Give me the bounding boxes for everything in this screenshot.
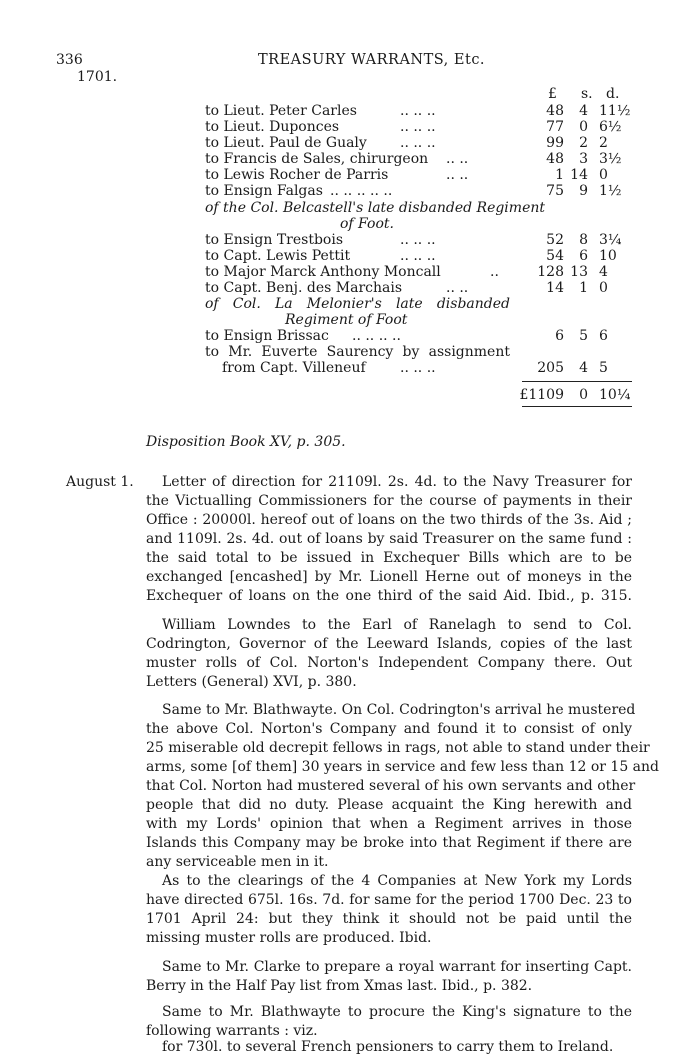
entry-name: to Lieut. Paul de Gualy [205, 135, 367, 151]
paragraph-line: Same to Mr. Blathwayte to procure the King's signature to the [162, 1004, 632, 1020]
pounds-column-heading: £ [548, 86, 557, 102]
entry-name-cont: from Capt. Villeneuf [222, 360, 366, 376]
paragraph-line: for 730l. to several French pensioners to carry them to Ireland. [162, 1039, 614, 1055]
paragraph-line: William Lowndes to the Earl of Ranelagh to send to Col. [162, 617, 632, 633]
entry-dots: .. .. [446, 167, 469, 183]
regiment-heading-cont: of Foot. [340, 216, 394, 232]
entry-pence: 3¼ [599, 232, 622, 248]
year-marker: 1701. [77, 69, 118, 85]
entry-pounds: 1 [555, 167, 564, 183]
entry-name: to Lieut. Peter Carles [205, 103, 357, 119]
paragraph [146, 616, 632, 692]
entry-pence: 11½ [599, 103, 631, 119]
paragraph-line: have directed 675l. 16s. 7d. for same for the period 1700 Dec. 23 to [146, 892, 632, 908]
paragraph [146, 958, 632, 996]
entry-pounds: 54 [546, 248, 564, 264]
entry-dots: .. .. .. .. [352, 328, 401, 344]
paragraph-line: that Col. Norton had mustered several of his own servants and other [146, 778, 636, 794]
entry-shillings: 14 [570, 167, 588, 183]
entry-pence: 2 [599, 135, 608, 151]
entry-dots: .. .. .. [400, 103, 436, 119]
regiment-heading-cont: Regiment of Foot [285, 312, 408, 328]
paragraph-line: people that did no duty. Please acquaint the King herewith and [146, 797, 632, 813]
entry-shillings: 0 [579, 119, 588, 135]
paragraph-line: As to the clearings of the 4 Companies at New York my Lords [162, 873, 632, 889]
entry-pounds: 48 [546, 103, 564, 119]
entry-shillings: 4 [579, 103, 588, 119]
entry-name: to Major Marck Anthony Moncall [205, 264, 441, 280]
entry-pounds: 77 [546, 119, 564, 135]
paragraph-line: Islands this Company may be broke into that Regiment if there are [146, 835, 632, 851]
entry-shillings: 2 [579, 135, 588, 151]
entry-dots: .. .. .. [400, 135, 436, 151]
total-shillings: 0 [579, 387, 588, 403]
disposition-reference: Disposition Book XV, p. 305. [146, 434, 346, 450]
entry-dots: .. .. [446, 280, 469, 296]
entry-name: to Ensign Trestbois [205, 232, 344, 248]
paragraph-line: arms, some [of them] 30 years in service and few less than 12 or 15 and [146, 759, 660, 775]
paragraph-line: Codrington, Governor of the Leeward Islands, copies of the last [146, 636, 632, 652]
entry-date: August 1. [66, 474, 134, 490]
total-rule-bottom [522, 406, 632, 407]
paragraph-line: following warrants : viz. [146, 1023, 318, 1039]
entry-shillings: 13 [570, 264, 588, 280]
entry-pence: 3½ [599, 151, 622, 167]
entry-pounds: 6 [555, 328, 564, 344]
entry-dots: .. .. .. [400, 360, 436, 376]
entry-pence: 5 [599, 360, 608, 376]
entry-pounds: 52 [546, 232, 564, 248]
entry-name: to Ensign Falgas [205, 183, 323, 199]
paragraph [146, 1003, 632, 1041]
entry-row [0, 360, 674, 378]
paragraph [146, 1038, 632, 1057]
entry-dots: .. [490, 264, 499, 280]
entry-pounds: 48 [546, 151, 564, 167]
entry-pounds: 14 [546, 280, 564, 296]
paragraph-line: the above Col. Norton's Company and found it to consist of only [146, 721, 632, 737]
paragraph-line: the said total to be issued in Exchequer Bills which are to be [146, 550, 632, 566]
entry-pence: 0 [599, 280, 608, 296]
pence-column-heading: d. [606, 86, 620, 102]
entry-pounds: 99 [546, 135, 564, 151]
entry-name: to Lieut. Duponces [205, 119, 340, 135]
entry-name: to Capt. Lewis Pettit [205, 248, 351, 264]
entry-name: to Ensign Brissac [205, 328, 329, 344]
page-number: 336 [56, 52, 83, 68]
entry-dots: .. .. .. .. .. [330, 183, 393, 199]
entry-pounds: 128 [537, 264, 564, 280]
entry-name: to Lewis Rocher de Parris [205, 167, 389, 183]
total-pence: 10¼ [599, 387, 631, 403]
paragraph [146, 872, 632, 948]
entry-dots: .. .. [446, 151, 469, 167]
paragraph-line: the Victualling Commissioners for the course of payments in their [146, 493, 632, 509]
shillings-column-heading: s. [581, 86, 593, 102]
regiment-heading: of the Col. Belcastell's late disbanded Regiment [205, 200, 545, 216]
entry-dots: .. .. .. [400, 232, 436, 248]
entry-shillings: 5 [579, 328, 588, 344]
running-title: TREASURY WARRANTS, Etc. [258, 52, 486, 68]
paragraph-line: Office : 20000l. hereof out of loans on the two thirds of the 3s. Aid ; [146, 512, 632, 528]
paragraph-line: 1701 April 24: but they think it should not be paid until the [146, 911, 632, 927]
paragraph-line: Letter of direction for 21109l. 2s. 4d. to the Navy Treasurer for [162, 474, 632, 490]
entry-pence: 1½ [599, 183, 622, 199]
entry-pence: 6½ [599, 119, 622, 135]
paragraph-line: Exchequer of loans on the one third of the said Aid. Ibid., p. 315. [146, 588, 632, 604]
entry-shillings: 6 [579, 248, 588, 264]
total-pounds: £1109 [519, 387, 564, 403]
paragraph-line: Same to Mr. Clarke to prepare a royal warrant for inserting Capt. [162, 959, 632, 975]
paragraph-line: Letters (General) XVI, p. 380. [146, 674, 357, 690]
entry-dots: .. .. .. [400, 248, 436, 264]
paragraph-line: muster rolls of Col. Norton's Independent Company there. Out [146, 655, 632, 671]
total-row [0, 387, 674, 405]
entry-pence: 0 [599, 167, 608, 183]
total-rule-top [522, 381, 632, 382]
entry-shillings: 1 [579, 280, 588, 296]
entry-shillings: 8 [579, 232, 588, 248]
paragraph-line: Berry in the Half Pay list from Xmas last. Ibid., p. 382. [146, 978, 533, 994]
entry-shillings: 3 [579, 151, 588, 167]
paragraph [146, 701, 660, 872]
paragraph-line: any serviceable men in it. [146, 854, 329, 870]
entry-dots: .. .. .. [400, 119, 436, 135]
entry-pence: 4 [599, 264, 608, 280]
entry-shillings: 9 [579, 183, 588, 199]
entry-pounds: 75 [546, 183, 564, 199]
regiment-heading: of Col. La Melonier's late disbanded [205, 296, 510, 312]
entry-shillings: 4 [579, 360, 588, 376]
paragraph [146, 473, 632, 606]
paragraph-line: 25 miserable old decrepit fellows in rags, not able to stand under their [146, 740, 650, 756]
paragraph-line: and 1109l. 2s. 4d. out of loans by said Treasurer on the same fund : [146, 531, 632, 547]
entry-row [0, 183, 674, 201]
entry-name: to Capt. Benj. des Marchais [205, 280, 403, 296]
paragraph-line: exchanged [encashed] by Mr. Lionell Herne out of moneys in the [146, 569, 632, 585]
paragraph-line: missing muster rolls are produced. Ibid. [146, 930, 432, 946]
entry-name: to Francis de Sales, chirurgeon [205, 151, 429, 167]
paragraph-line: with my Lords' opinion that when a Regiment arrives in those [146, 816, 632, 832]
entry-pence: 10 [599, 248, 617, 264]
entry-name: to Mr. Euverte Saurency by assignment [205, 344, 510, 360]
paragraph-line: Same to Mr. Blathwayte. On Col. Codrington's arrival he mustered [162, 702, 636, 718]
entry-pounds: 205 [537, 360, 564, 376]
entry-pence: 6 [599, 328, 608, 344]
